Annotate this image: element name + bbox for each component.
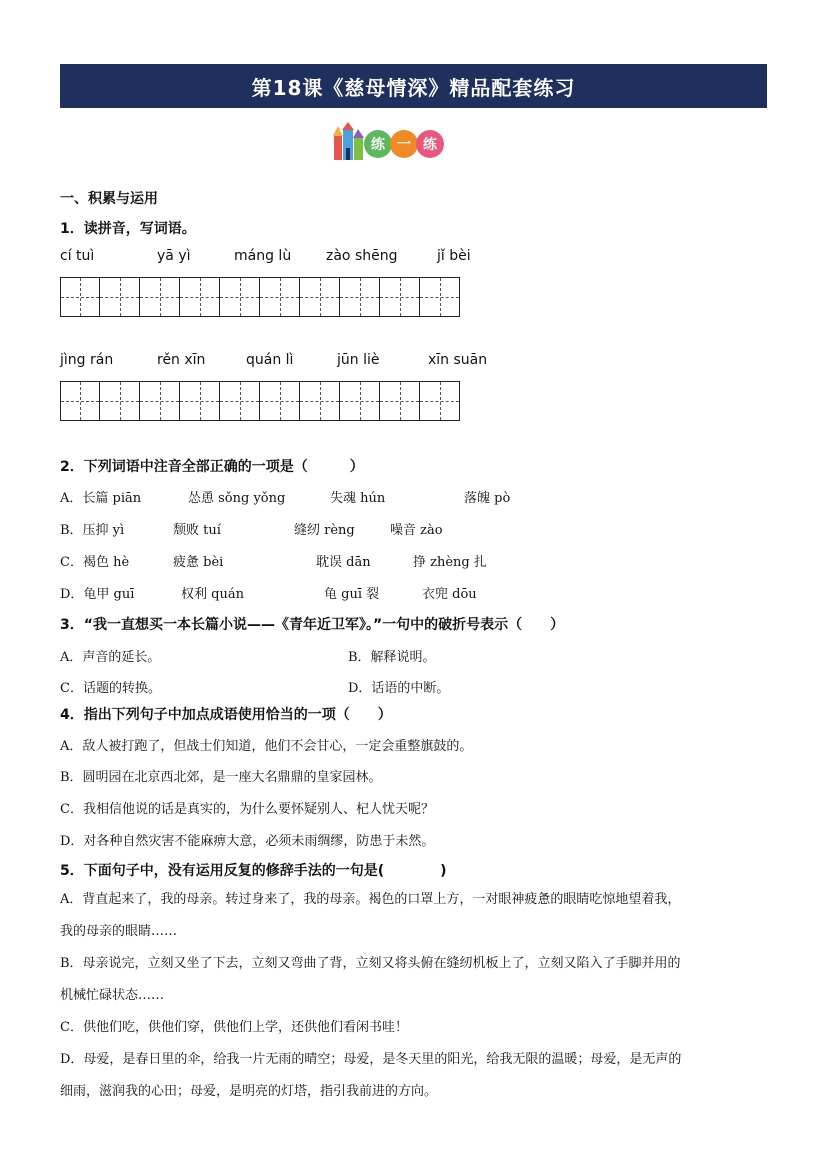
- q5-option-a-line-1: A．背直起来了，我的母亲。转过身来了，我的母亲。褐色的口罩上方，一对眼神疲惫的眼睛吃惊地望着我，: [60, 892, 681, 907]
- writing-grid-row-1[interactable]: [60, 277, 460, 317]
- q3-option-a: A．声音的延长。: [60, 650, 161, 665]
- pinyin-1-2: yā yì: [157, 248, 191, 264]
- q3-option-b: B．解释说明。: [348, 650, 436, 665]
- badge-char-2: 一: [390, 130, 418, 158]
- pinyin-2-5: xīn suān: [428, 352, 488, 368]
- page-title-bar: [60, 64, 767, 108]
- q2-option-d-1: D．龟甲 guī: [60, 587, 135, 602]
- q4-option-c: C．我相信他说的话是真实的，为什么要怀疑别人、杞人忧天呢？: [60, 802, 434, 817]
- q5-option-d-line-2: 细雨，滋润我的心田；母爱，是明亮的灯塔，指引我前进的方向。: [60, 1084, 438, 1099]
- grid-cell[interactable]: [420, 381, 460, 421]
- q2-option-b-3: 缝纫 rèng: [294, 523, 355, 538]
- q5-option-d-line-1: D．母爱，是春日里的伞，给我一片无雨的晴空；母爱，是冬天里的阳光，给我无限的温暖；母爱，是无声的: [60, 1052, 682, 1067]
- q4-option-d: D．对各种自然灾害不能麻痹大意，必须未雨绸缪，防患于未然。: [60, 834, 435, 849]
- q2-option-a-2: 怂恿 sǒng yǒng: [188, 491, 286, 506]
- q4-option-a: A．敌人被打跑了，但战士们知道，他们不会甘心，一定会重整旗鼓的。: [60, 739, 473, 754]
- grid-cell[interactable]: [340, 277, 380, 317]
- pinyin-2-2: rěn xīn: [157, 352, 206, 368]
- grid-cell[interactable]: [300, 381, 340, 421]
- q5-option-b-line-1: B．母亲说完，立刻又坐了下去，立刻又弯曲了背，立刻又将头俯在缝纫机板上了，立刻又陷入了手脚并用的: [60, 956, 681, 971]
- q2-option-c-3: 耽误 dān: [316, 555, 371, 570]
- q4-option-b: B．圆明园在北京西北郊，是一座大名鼎鼎的皇家园林。: [60, 770, 382, 785]
- question-1-prompt: 1．读拼音，写词语。: [60, 221, 196, 237]
- q2-option-c-4: 挣 zhèng 扎: [413, 555, 487, 570]
- grid-cell[interactable]: [260, 381, 300, 421]
- q3-option-c: C．话题的转换。: [60, 681, 161, 696]
- grid-cell[interactable]: [60, 277, 100, 317]
- grid-cell[interactable]: [140, 381, 180, 421]
- pinyin-1-5: jǐ bèi: [437, 248, 471, 264]
- grid-cell[interactable]: [60, 381, 100, 421]
- question-4-prompt: 4．指出下列句子中加点成语使用恰当的一项（ ）: [60, 707, 392, 723]
- grid-cell[interactable]: [340, 381, 380, 421]
- pinyin-1-1: cí tuì: [60, 248, 95, 264]
- section-title: 一、积累与运用: [60, 191, 158, 207]
- castle-icon: [330, 122, 368, 162]
- pinyin-2-1: jìng rán: [60, 352, 114, 368]
- grid-cell[interactable]: [220, 277, 260, 317]
- q2-option-a-3: 失魂 hún: [330, 491, 386, 506]
- q2-option-d-4: 衣兜 dōu: [422, 587, 477, 602]
- question-3-prompt: 3．“我一直想买一本长篇小说——《青年近卫军》。”一句中的破折号表示（ ）: [60, 617, 565, 633]
- grid-cell[interactable]: [140, 277, 180, 317]
- grid-cell[interactable]: [100, 277, 140, 317]
- grid-cell[interactable]: [180, 381, 220, 421]
- q3-option-d: D．话语的中断。: [348, 681, 450, 696]
- grid-cell[interactable]: [220, 381, 260, 421]
- grid-cell[interactable]: [260, 277, 300, 317]
- q5-option-b-line-2: 机械忙碌状态……: [60, 988, 165, 1003]
- grid-cell[interactable]: [420, 277, 460, 317]
- q5-option-a-line-2: 我的母亲的眼睛……: [60, 924, 178, 939]
- q2-option-a-1: A．长篇 piān: [60, 491, 142, 506]
- badge-char-3: 练: [416, 130, 444, 158]
- q2-option-c-2: 疲惫 bèi: [173, 555, 224, 570]
- pinyin-2-3: quán lì: [246, 352, 294, 368]
- badge-char-1: 练: [364, 130, 392, 158]
- pinyin-2-4: jūn liè: [337, 352, 380, 368]
- page-title: 第18课《慈母情深》精品配套练习: [251, 75, 576, 100]
- grid-cell[interactable]: [380, 277, 420, 317]
- q2-option-b-4: 噪音 zào: [390, 523, 443, 538]
- question-2-prompt: 2．下列词语中注音全部正确的一项是（ ）: [60, 459, 364, 475]
- q2-option-b-2: 颓败 tuí: [173, 523, 221, 538]
- question-5-prompt: 5．下面句子中，没有运用反复的修辞手法的一句是( ): [60, 863, 447, 879]
- q2-option-d-3: 龟 guī 裂: [324, 587, 380, 602]
- practice-badge: [330, 122, 446, 162]
- q2-option-c-1: C．褐色 hè: [60, 555, 130, 570]
- pinyin-1-3: máng lù: [234, 248, 292, 264]
- q2-option-d-2: 权利 quán: [181, 587, 244, 602]
- pinyin-1-4: zào shēng: [326, 248, 398, 264]
- q2-option-b-1: B．压抑 yì: [60, 523, 125, 538]
- q5-option-c: C．供他们吃，供他们穿，供他们上学，还供他们看闲书哇！: [60, 1020, 408, 1035]
- grid-cell[interactable]: [300, 277, 340, 317]
- q2-option-a-4: 落魄 pò: [464, 491, 511, 506]
- grid-cell[interactable]: [180, 277, 220, 317]
- writing-grid-row-2[interactable]: [60, 381, 460, 421]
- grid-cell[interactable]: [380, 381, 420, 421]
- grid-cell[interactable]: [100, 381, 140, 421]
